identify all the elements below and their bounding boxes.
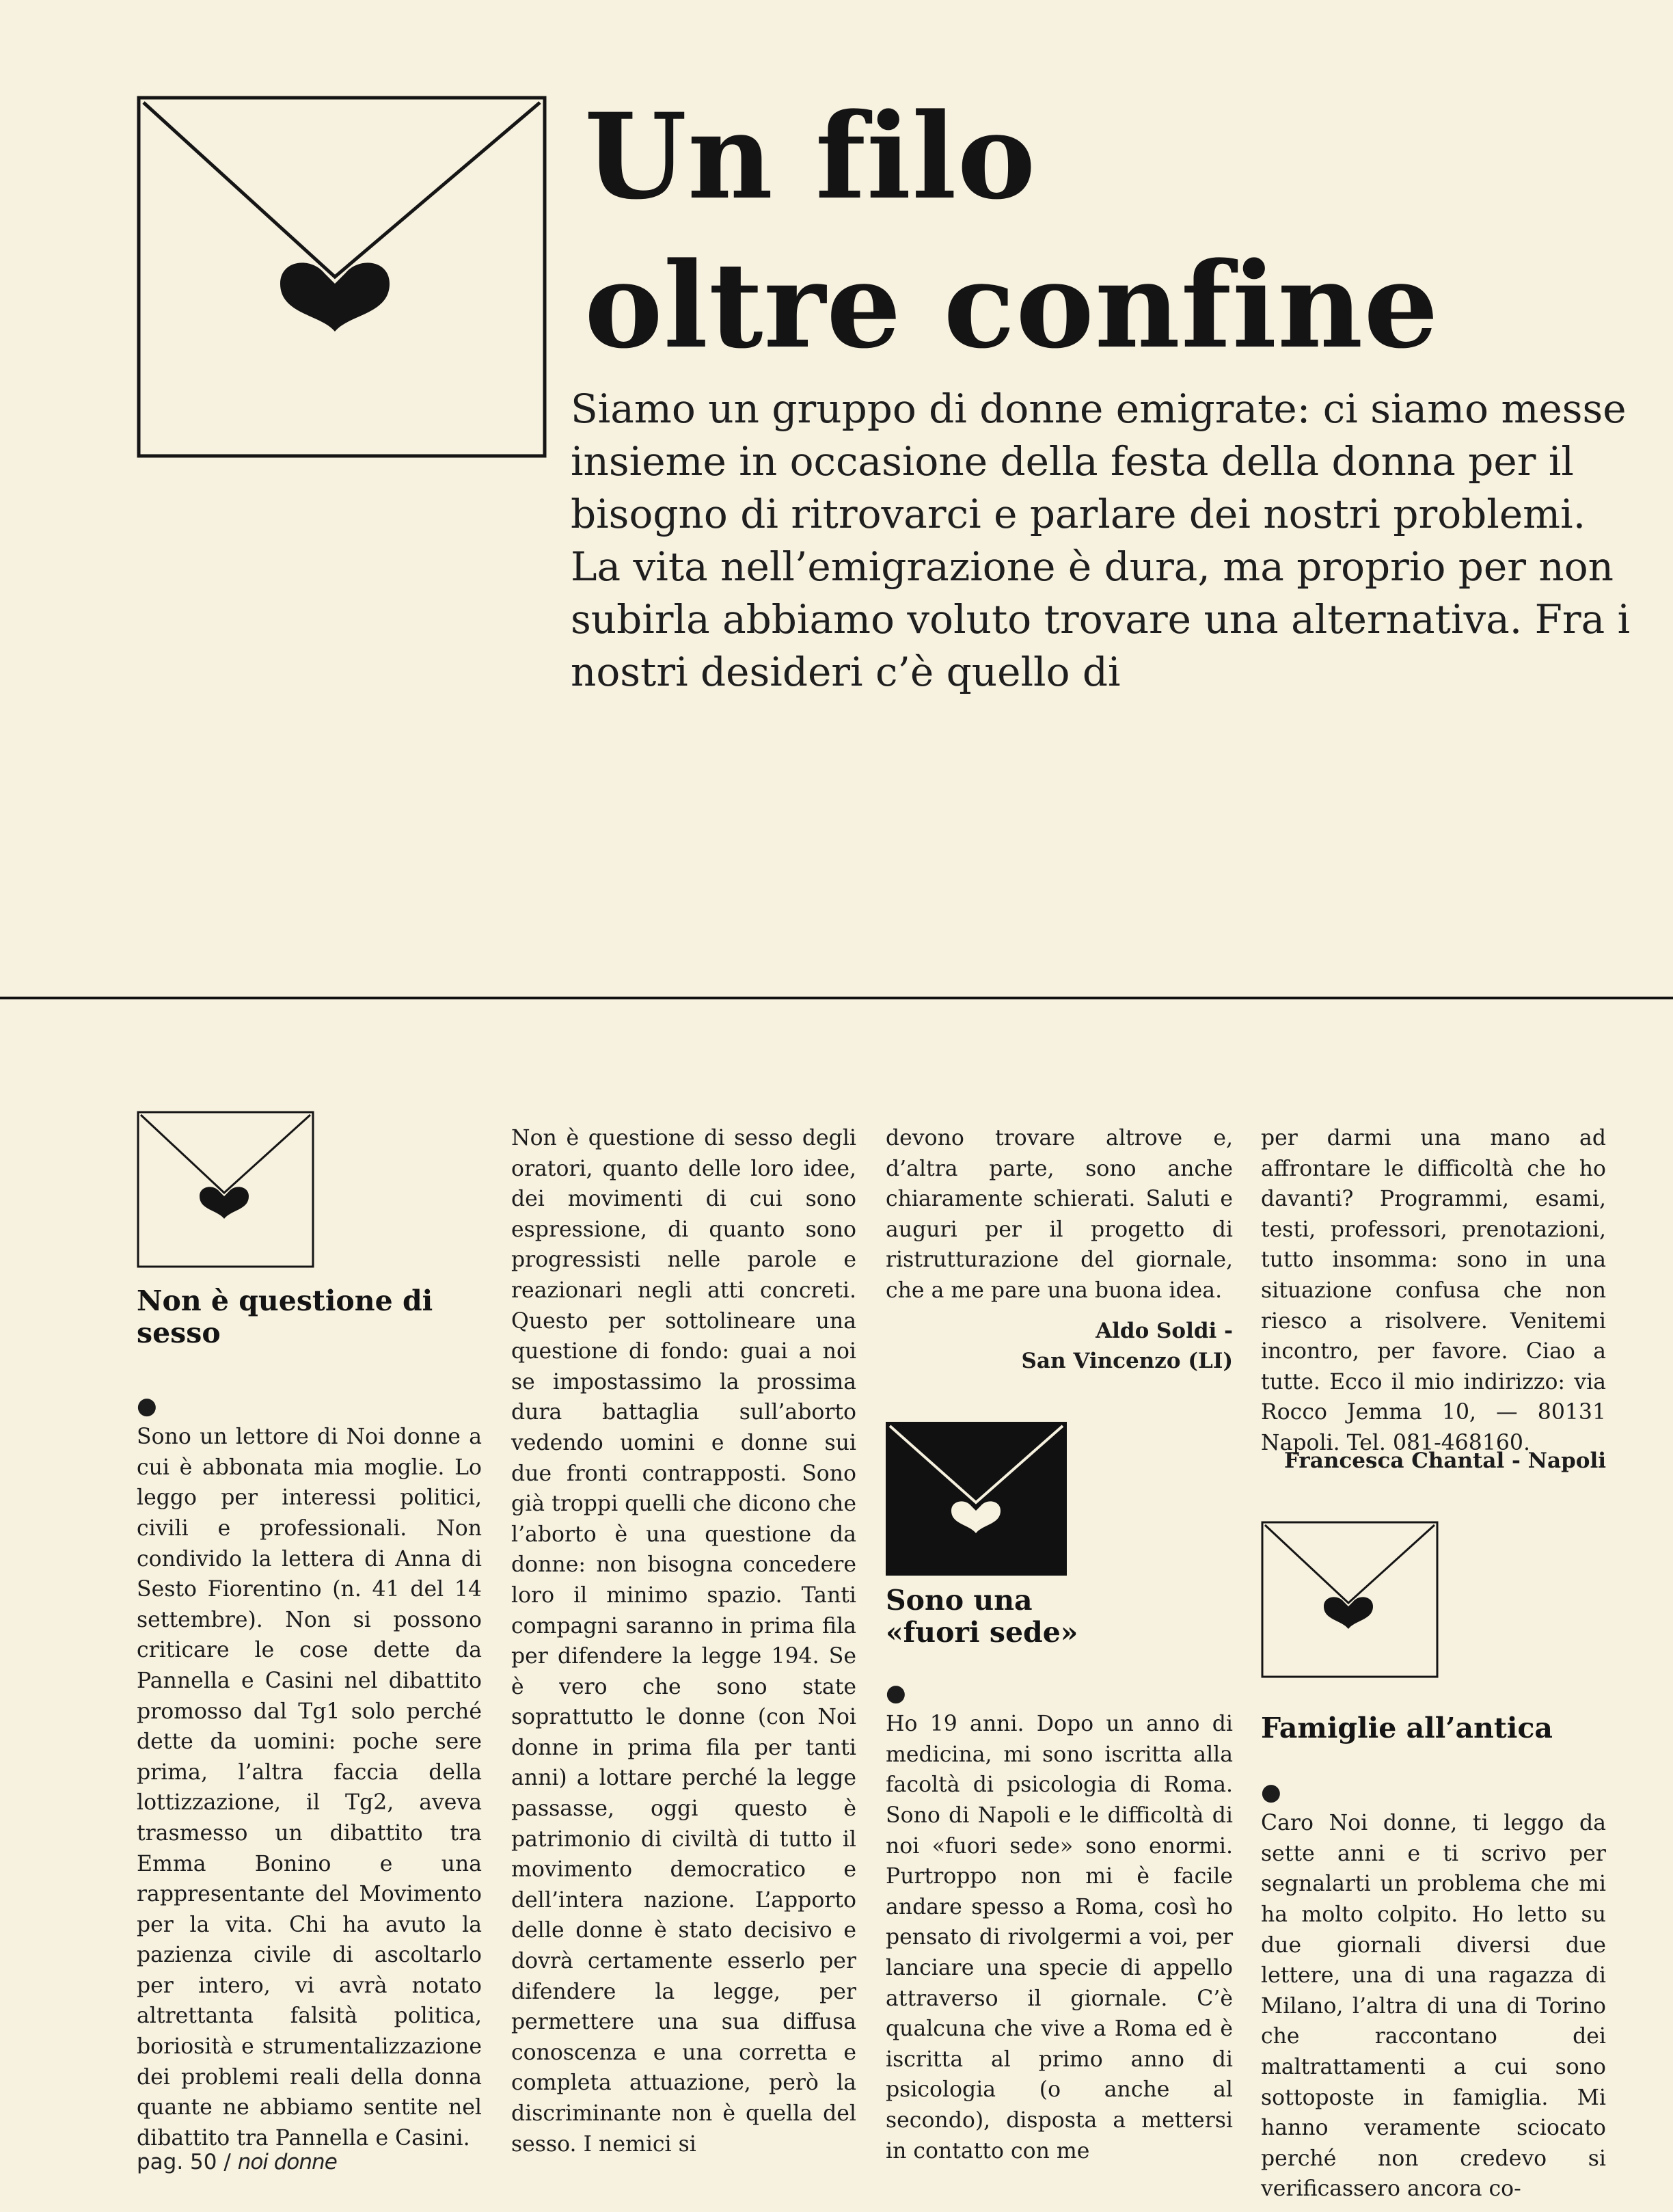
envelope-heart-icon bbox=[137, 96, 547, 458]
letter1-signature: Aldo Soldi - San Vincenzo (LI) bbox=[1021, 1319, 1233, 1373]
magazine-brand: noi donne bbox=[237, 2150, 337, 2174]
letter2-signature: Francesca Chantal - Napoli bbox=[1283, 1448, 1606, 1473]
letter1-heading: Non è questione di sesso bbox=[137, 1284, 433, 1349]
bullet-icon: ● bbox=[137, 1392, 157, 1420]
letter2-body-col3: ● Ho 19 anni. Dopo un anno di medicina, mi sono iscritta alla facoltà di psicologia di Roma. Sono di Napoli e le difficoltà di noi «fuori sede» sono enormi. Purtroppo non mi è facile andare spesso a Roma, così ho pensato di rivolgermi a voi, per lanciare una specie di appello attraverso il giornale. C’è qualcuna che vive a Roma ed è iscritta al primo anno di psicologia (o anche al secondo), disposta a mettersi in contatto con me bbox=[886, 1679, 1233, 2163]
letter3-heading: Famiglie all’antica bbox=[1261, 1712, 1553, 1744]
envelope-heart-icon bbox=[1261, 1521, 1439, 1678]
bullet-icon: ● bbox=[1261, 1778, 1281, 1806]
envelope-heart-icon bbox=[886, 1422, 1067, 1576]
page-footer bbox=[137, 2150, 337, 2174]
letter1-body-col3: devono trovare altrove e, d’altra parte, sono anche chiaramente schierati. Saluti e auguri per il progetto di ristrutturazione del giornale, che a me pare una buona idea. bbox=[886, 1126, 1233, 1303]
letter2-heading: Sono una «fuori sede» bbox=[886, 1584, 1078, 1649]
intro-paragraph: Siamo un gruppo di donne emigrate: ci siamo messe insieme in occasione della festa della donna per il bisogno di ritrovarci e parlare dei nostri problemi. La vita nell’emigrazione è dura, ma proprio per non subirla abbiamo voluto trovare una alternativa. Fra i nostri desideri c’è quello di bbox=[571, 386, 1631, 695]
page-number: pag. 50 / bbox=[137, 2150, 231, 2174]
envelope-heart-icon bbox=[137, 1111, 314, 1268]
section-divider bbox=[0, 997, 1673, 999]
page-title: Un filo oltre confine bbox=[584, 87, 1439, 375]
letter3-body-col4: ● Caro Noi donne, ti leggo da sette anni e ti scrivo per segnalarti un problema che mi ha molto colpito. Ho letto su due giornali diversi due lettere, una di una ragazza di Milano, l’altra di una di Torino che raccontano dei maltrattamenti a cui sono sottoposte in famiglia. Mi hanno veramente sciocato perché non credevo si verificassero ancora co- bbox=[1261, 1778, 1606, 2202]
letter1-body-col2: Non è questione di sesso degli oratori, quanto delle loro idee, dei movimenti di cui sono espressione, di quanto sono progressisti nelle parole e reazionari negli atti concreti. Questo per sottolineare una questione di fondo: guai a noi se impostassimo la prossima dura battaglia sull’aborto vedendo uomini e donne sui due fronti contrapposti. Sono già troppi quelli che dicono che l’aborto è una questione da donne: non bisogna concedere loro il minimo spazio. Tanti compagni saranno in prima fila per difendere la legge 194. Se è vero che sono state soprattutto le donne (con Noi donne in prima fila per tanti anni) a lottare perché la legge passasse, oggi questo è patrimonio di civiltà di tutto il movimento democratico e dell’intera nazione. L’apporto delle donne è stato decisivo e dovrà certamente esserlo per difendere la legge, per permettere una sua diffusa conoscenza e una corretta e completa attuazione, però la discriminante non è quella del sesso. I nemici si bbox=[511, 1126, 856, 2157]
bullet-icon: ● bbox=[886, 1679, 906, 1707]
letter1-body-col1: ● Sono un lettore di Noi donne a cui è abbonata mia moglie. Lo leggo per interessi politici, civili e professionali. Non condivido la lettera di Anna di Sesto Fiorentino (n. 41 del 14 settembre). Non si possono criticare le cose dette da Pannella e Casini nel dibattito promosso dal Tg1 solo perché dette da uomini: poche sere prima, l’altra faccia della lottizzazione, il Tg2, aveva trasmesso un dibattito tra Emma Bonino e una rappresentante del Movimento per la vita. Chi ha avuto la pazienza civile di ascoltarlo per intero, vi avrà notato altrettanta falsità politica, boriosità e strumentalizzazione dei problemi reali della donna quante ne abbiamo sentite nel dibattito tra Pannella e Casini. bbox=[137, 1392, 482, 2150]
letter2-body-col4: per darmi una mano ad affrontare le difficoltà che ho davanti? Programmi, esami, testi, professori, prenotazioni, tutto insomma: sono in una situazione confusa che non riesco a risolvere. Venitemi incontro, per favore. Ciao a tutte. Ecco il mio indirizzo: via Rocco Jemma 10, — 80131 Napoli. Tel. 081-468160. bbox=[1261, 1126, 1606, 1455]
